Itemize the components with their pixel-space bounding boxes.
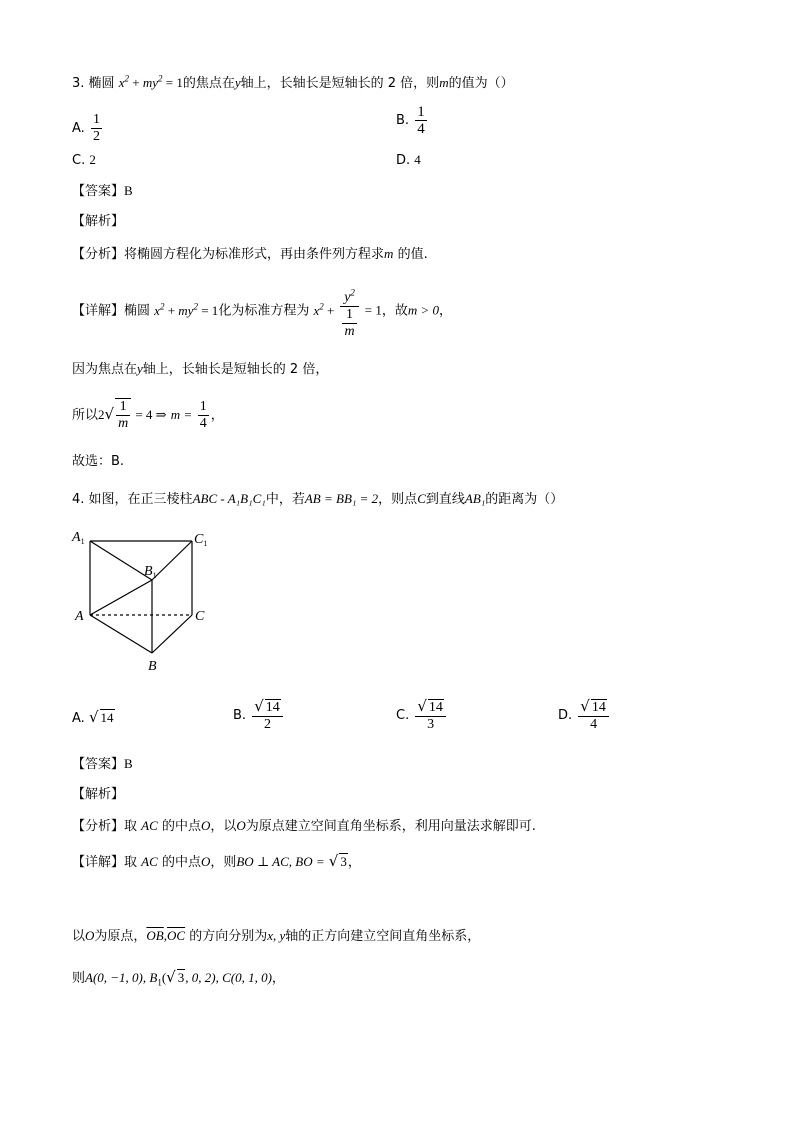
prism-figure bbox=[70, 526, 220, 676]
q3-fenxi: 【分析】将椭圆方程化为标准形式，再由条件列方程求m 的值. bbox=[72, 246, 428, 262]
q4-analysis-tag: 【解析】 bbox=[72, 787, 125, 802]
edge-a1b1 bbox=[90, 541, 152, 580]
label-c1: $C_1$ bbox=[194, 532, 208, 548]
q3-number: 3. bbox=[72, 76, 85, 91]
segment-ab1 bbox=[90, 580, 152, 615]
label-a1: $A_1$ bbox=[72, 530, 85, 546]
q3-line4: 所以2√ $\frac{1}{m}$ = 4 ⇒ m = $\frac{1}{4}$ ， bbox=[72, 399, 224, 431]
q4-option-b[interactable]: B. $\frac{√ 14}{2}$ bbox=[233, 698, 285, 733]
q4-line-origin: 以O为原点，$\overline{OB},\overline{OC}$ 的方向分别为x, y轴的正方向建立空间直角坐标系， bbox=[72, 928, 481, 944]
q4-option-d[interactable]: D. $\frac{√ 14}{4}$ bbox=[558, 698, 611, 733]
vector-ob: $\overline{OB}$ bbox=[146, 928, 164, 943]
answer-tag: 【答案】 bbox=[72, 757, 125, 772]
q3-option-b[interactable]: B. $\frac{1}{4}$ bbox=[396, 104, 425, 137]
label-c: C bbox=[195, 609, 205, 624]
q3-option-d[interactable]: D. 4 bbox=[396, 152, 421, 168]
q3-line3: 因为焦点在y轴上，长轴长是短轴长的 2 倍， bbox=[72, 361, 329, 377]
edge-ab bbox=[90, 615, 152, 653]
edge-c1b1 bbox=[152, 541, 192, 580]
q3-conclusion: 故选：B. bbox=[72, 454, 125, 469]
q4-option-a[interactable]: A. √ 14 bbox=[72, 708, 114, 726]
answer-tag: 【答案】 bbox=[72, 184, 125, 199]
q4-detail: 【详解】取 AC 的中点O，则BO ⊥ AC, BO = √ 3， bbox=[72, 852, 361, 870]
q4-option-c[interactable]: C. $\frac{√ 14}{3}$ bbox=[396, 698, 448, 733]
q3-answer: 【答案】B bbox=[72, 183, 133, 199]
q4-fenxi: 【分析】取 AC 的中点O，以O为原点建立空间直角坐标系，利用向量法求解即可. bbox=[72, 818, 536, 834]
label-a: A bbox=[75, 609, 84, 624]
q3-detail: 【详解】椭圆 $x^2 + my^2 = 1$化为标准方程为 $x^2$ + $\frac{y^2}{\frac{1}{m}}$ = 1，故m > 0， bbox=[72, 287, 453, 339]
q4-stem: 4. 如图，在正三棱柱ABC - A₁B₁C₁中，若AB = BB₁ = 2，则点C到直线AB₁的距离为（） bbox=[72, 491, 564, 507]
vector-oc: $\overline{OC}$ bbox=[167, 928, 186, 943]
label-b: B bbox=[148, 659, 157, 674]
q4-coords: 则A(0, −1, 0), $B_1(√$ 3, 0, 2), C(0, 1, 0)， bbox=[72, 968, 285, 988]
label-b1: $B_1$ bbox=[144, 564, 157, 580]
q4-number: 4. bbox=[72, 492, 85, 507]
q3-option-a[interactable]: A. $\frac{1}{2}$ bbox=[72, 112, 100, 144]
q4-answer: 【答案】B bbox=[72, 756, 133, 772]
q3-option-c[interactable]: C. 2 bbox=[72, 152, 96, 168]
edge-cb bbox=[152, 615, 192, 653]
q3-analysis-tag: 【解析】 bbox=[72, 214, 125, 229]
q3-stem: 3. 椭圆 $x^2 + my^2 = 1$的焦点在y轴上，长轴长是短轴长的 2 倍，则m的值为（） bbox=[72, 73, 514, 91]
